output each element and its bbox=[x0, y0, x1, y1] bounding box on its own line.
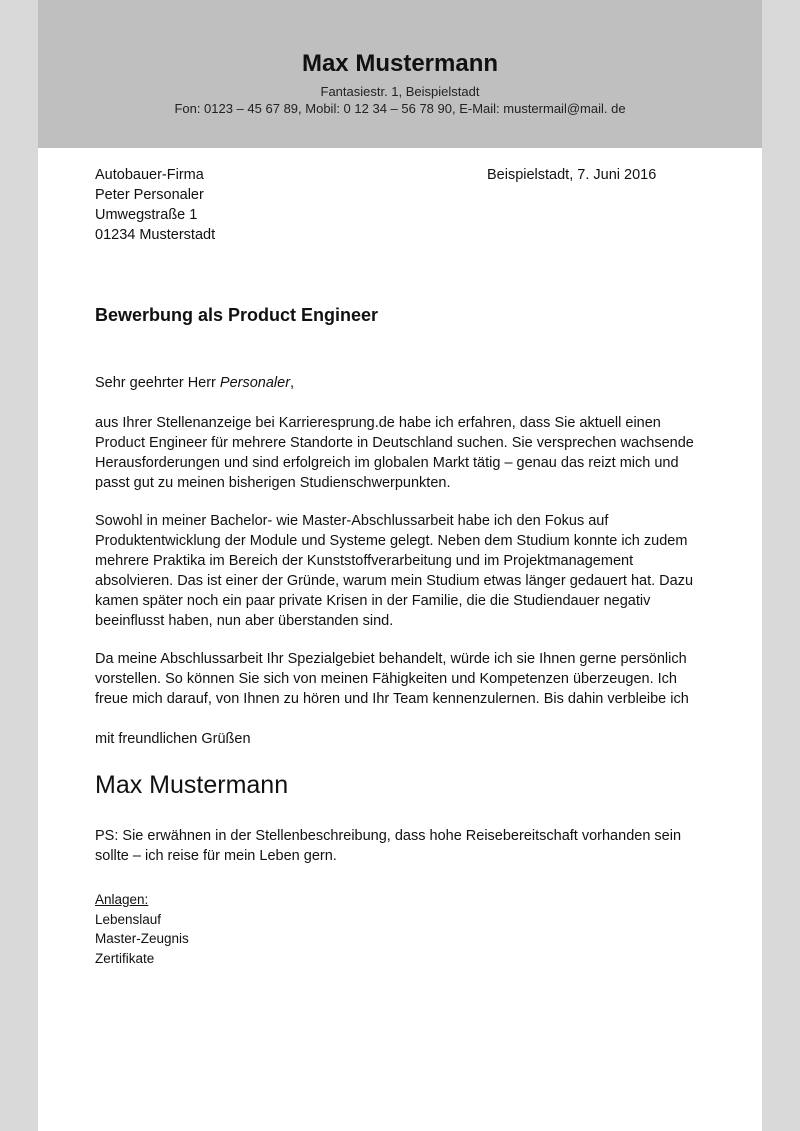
paragraph-line: Sowohl in meiner Bachelor- wie Master-Abschlussarbeit habe ich den Fokus auf bbox=[95, 513, 609, 529]
letter-page bbox=[38, 0, 762, 1131]
letter-date: Beispielstadt, 7. Juni 2016 bbox=[487, 167, 657, 183]
recipient-company: Autobauer-Firma bbox=[95, 167, 204, 183]
paragraph-line: Produktentwicklung der Module und Systeme gelegt. Neben dem Studium konnte ich zudem bbox=[95, 533, 688, 549]
postscript-line: PS: Sie erwähnen in der Stellenbeschreibung, dass hohe Reisebereitschaft vorhanden sein bbox=[95, 828, 682, 844]
paragraph-line: aus Ihrer Stellenanzeige bei Karrieresprung.de habe ich erfahren, dass Sie aktuell einen bbox=[95, 415, 661, 431]
attachment-item: Lebenslauf bbox=[95, 911, 162, 927]
paragraph-line: mehrere Praktika im Bereich der Kunststoffverarbeitung und im Projektmanagement bbox=[95, 553, 634, 569]
paragraph-2 bbox=[95, 511, 715, 631]
paragraph-line: absolvieren. Das ist einer der Gründe, warum mein Studium etwas länger gedauert hat. Dazu bbox=[95, 573, 694, 589]
paragraph-3 bbox=[95, 649, 715, 709]
salutation bbox=[95, 373, 715, 393]
sender-name: Max Mustermann bbox=[301, 50, 499, 77]
paragraph-line: Herausforderungen und sind erfolgreich im globalen Markt tätig – genau das reizt mich und bbox=[95, 455, 679, 471]
attachment-item: Master-Zeugnis bbox=[95, 931, 189, 946]
paragraph-line: kamen später noch ein paar private Krisen in der Familie, die die Studiendauer negativ bbox=[95, 593, 651, 609]
letterhead bbox=[38, 0, 762, 148]
recipient-street: Umwegstraße 1 bbox=[95, 207, 198, 223]
recipient-person: Peter Personaler bbox=[95, 187, 204, 203]
paragraph-line: passt gut zu meinen bisherigen Studienschwerpunkten. bbox=[95, 475, 451, 491]
paragraph-line: freue mich darauf, von Ihnen zu hören und Ihr Team kennenzulernen. Bis dahin verbleibe ich bbox=[95, 691, 689, 707]
salutation-suffix: , bbox=[290, 375, 295, 391]
signature: Max Mustermann bbox=[95, 771, 289, 799]
paragraph-line: Da meine Abschlussarbeit Ihr Spezialgebiet behandelt, würde ich sie Ihnen gerne persönlich bbox=[95, 651, 687, 667]
paragraph-line: Product Engineer für mehrere Standorte in Deutschland suchen. Sie versprechen wachsende bbox=[95, 435, 694, 451]
recipient-city: 01234 Musterstadt bbox=[95, 227, 216, 243]
postscript-line: sollte – ich reise für mein Leben gern. bbox=[95, 848, 337, 864]
paragraph-line: vorstellen. So können Sie sich von meinen Fähigkeiten und Kompetenzen überzeugen. Ich bbox=[95, 671, 677, 687]
closing-phrase: mit freundlichen Grüßen bbox=[95, 731, 251, 747]
salutation-name: Personaler bbox=[219, 375, 291, 391]
paragraph-line: beeinflusst haben, nun aber überstanden sind. bbox=[95, 613, 394, 629]
attachments-title: Anlagen: bbox=[95, 892, 149, 907]
paragraph-1 bbox=[95, 413, 715, 493]
salutation-prefix: Sehr geehrter Herr bbox=[95, 375, 220, 391]
postscript bbox=[95, 826, 715, 866]
attachment-item: Zertifikate bbox=[95, 950, 155, 966]
sender-address: Fantasiestr. 1, Beispielstadt bbox=[320, 84, 480, 99]
sender-contact: Fon: 0123 – 45 67 89, Mobil: 0 12 34 – 56 78 90, E-Mail: mustermail@mail. de bbox=[174, 101, 626, 116]
attachments-block bbox=[95, 890, 189, 968]
letter-subject: Bewerbung als Product Engineer bbox=[95, 305, 379, 325]
